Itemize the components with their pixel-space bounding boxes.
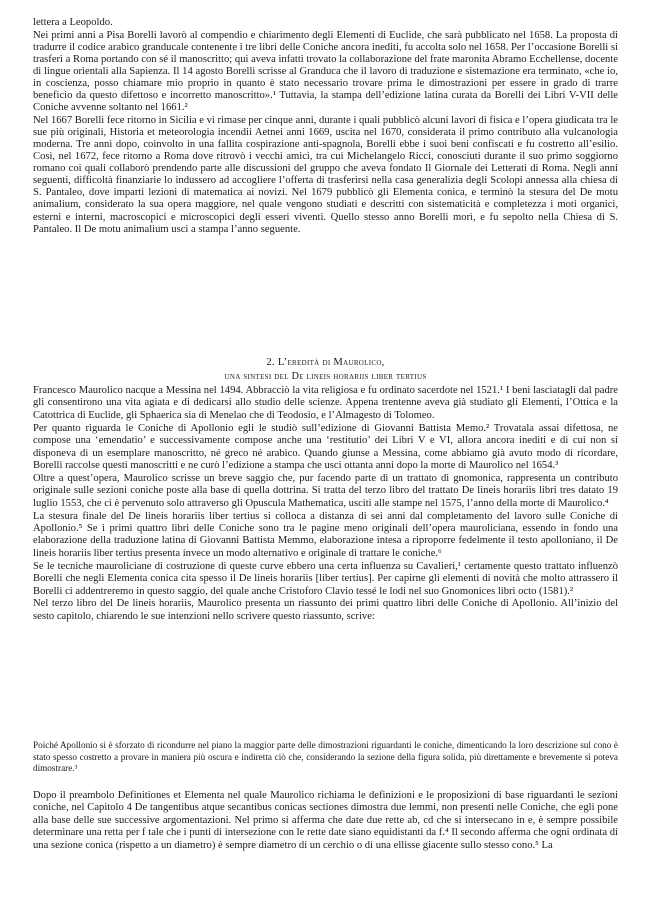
- section-title: 2. L’eredità di Maurolico,: [266, 357, 385, 368]
- section-subtitle: una sintesi del De lineis horariis liber tertius: [224, 371, 427, 382]
- section-continuation: [33, 790, 618, 852]
- paragraph: Nel 1667 Borelli fece ritorno in Sicilia e vi rimase per cinque anni, durante i quali pubblicò alcuni lavori di fisica e l’opera giudicata tra le sue più originali, Historia et meteorologia incendii Aetnei anni 1669, uscita nel 1670, considerata il primo contributo alla vulcanologia moderna. Tre anni dopo, coinvolto in una fallita cospirazione anti-spagnola, Borelli ebbe i suoi beni confiscati e fu costretto all’esilio. Così, nel 1672, fece ritorno a Roma dove ritrovò i vecchi amici, tra cui Michelangelo Ricci, conosciuti durante il suo primo soggiorno romano coi quali collaborò prendendo parte alle discussioni del gruppo che aveva fondato Il Giornale dei Letterati di Roma. Negli anni seguenti, difficoltà finanziarie lo indussero ad accogliere l’offerta di trasferirsi nella casa generalizia degli Scolopi annessa alla chiesa di S. Pantaleo, dove imparti lezioni di matematica ai novizi. Nel 1679 pubblicò gli Elementa conica, e terminò la stesura del De motu animalium, considerato la sua opera maggiore, nel quale vengono studiati e descritti con sistematicità e completezza i moti organici, esterni e interni, macroscopici e microscopici degli esseri viventi. Quello stesso anno Borelli morì, e fu sepolto nella Chiesa di S. Pantaleo. Il De motu animalium uscì a stampa l’anno seguente.: [33, 114, 618, 235]
- paragraph: Nel terzo libro del De lineis horariis, Maurolico presenta un riassunto dei primi quattro libri delle Coniche di Apollonio. All’inizio del sesto capitolo, chiarendo le sue intenzioni nello scrivere questo riassunto, scrive:: [33, 598, 618, 622]
- paragraph: Oltre a quest’opera, Maurolico scrisse un breve saggio che, pur facendo parte di un trattato di gnomonica, rappresenta un contributo originale sulle sezioni coniche poste alla base di quella dottrina. Si tratta del terzo libro del trattato De lineis horariis libri tres datato 19 luglio 1553, che ci è pervenuto solo attraverso gli Opuscula Mathematica, usciti alle stampe nel 1575, l’anno della morte di Maurolico.⁴: [33, 472, 618, 509]
- block-quote: [33, 740, 618, 775]
- paragraph: Per quanto riguarda le Coniche di Apollonio egli le studiò sull’edizione di Giovanni Battista Memo.² Trovatala assai difettosa, ne compose una ‘emendatio’ e successivamente compose anche una ‘restitutio’ dei Libri V e VI, allora ancora inediti e di cui non si disponeva di un esemplare manoscritto, né greco né arabico. Quando giunse a Messina, come abbiamo già avuto modo di ricordare, Borelli raccolse questi manoscritti e ne curò l’edizione a stampa che uscì ottanta anni dopo la morte di Maurolico nel 1654.³: [33, 422, 618, 471]
- section-heading: [33, 356, 618, 384]
- paragraph: Se le tecniche mauroliciane di costruzione di queste curve ebbero una certa influenza su Cavalieri,¹ certamente questo trattato influenzò Borelli che negli Elementa conica cita spesso il De lineis horariis [liber tertius]. Per capirne gli elementi di novità che molto attrassero il Borelli ci addentreremo in questo saggio, del quale anche Cristoforo Clavio tessé le lodi nel suo Gnomonices libri octo (1581).²: [33, 560, 618, 597]
- section-maurolico: [33, 385, 618, 624]
- section-borelli: [33, 17, 618, 236]
- paragraph: Francesco Maurolico nacque a Messina nel 1494. Abbracciò la vita religiosa e fu ordinato sacerdote nel 1521.¹ I beni lasciatagli dal padre gli consentirono una vita agiata e di dedicarsi allo studio delle scienze. Appena trentenne aveva già studiato gli Elementi, l’Ottica e la Catottrica di Euclide, gli Sphaerica sia di Menelao che di Teodosio, e l’Almagesto di Tolomeo.: [33, 385, 618, 421]
- paragraph: Nei primi anni a Pisa Borelli lavorò al compendio e chiarimento degli Elementi di Euclide, che sarà pubblicato nel 1658. La proposta di tradurre il codice arabico granducale contenente i tre libri delle Coniche ancora inediti, fu accolta solo nel 1658. Per l’occasione Borelli si trasferì a Roma portando con sé il manoscritto; qui aveva infatti trovato la collaborazione del frate maronita Abramo Ecchellense, docente di lingue orientali alla Sapienza. Il 14 agosto Borelli scrisse al Granduca che il lavoro di traduzione e sistemazione era terminato, «che io, in coscienza, posso chiamare mio proprio in quanto è stato necessario trovare prima le dimostrazioni per essere in grado di trarre beneficio da questo difettoso e incorretto manoscritto».¹ Tuttavia, la stampa dell’edizione latina curata da Borelli dei Libri V-VII delle Coniche avvenne soltanto nel 1661.²: [33, 29, 618, 114]
- paragraph: lettera a Leopoldo.: [33, 17, 113, 28]
- paragraph: La stesura finale del De lineis horariis liber tertius si colloca a distanza di sei anni dal completamento del lavoro sulle Coniche di Apollonio.⁵ Se i primi quattro libri delle Coniche sono tra le pagine meno originali dell’opera mauroliciana, essendo in fondo una elaborazione della traduzione latina di Giovanni Battista Memmo, elaborazione intesa a riproporre fedelmente il testo apolloniano, il De lineis horariis liber tertius presenta invece un modo alternativo e originale di trattare le coniche.⁶: [33, 510, 618, 559]
- quote-text: Poiché Apollonio si è sforzato di ricondurre nel piano la maggior parte delle dimostrazioni riguardanti le coniche, dimenticando la loro descrizione sul cono è stato spesso costretto a provare in maniera più oscura e indiretta ciò che, considerando la sezione della figura solida, più direttamente e brevemente si poteva dimostrare.³: [33, 740, 618, 774]
- paragraph: Dopo il preambolo Definitiones et Elementa nel quale Maurolico richiama le definizioni e le proposizioni di base riguardanti le sezioni coniche, nel Capitolo 4 De tangentibus atque secantibus conicas sectiones dimostra due lemmi, non presenti nelle Coniche, che egli pone alla base delle sue successive argomentazioni. Nel primo si afferma che date due rette ab, cd che si intersecano in e, è sempre possibile determinare una retta per f tale che i punti di intersezione con le rette date siano equidistanti da f.⁴ Il secondo afferma che ogni ordinata di una sezione conica (rispetto a un diametro) è sempre diametro di un cerchio o di una ellisse giacente sullo stesso cono.⁵ La: [33, 790, 618, 851]
